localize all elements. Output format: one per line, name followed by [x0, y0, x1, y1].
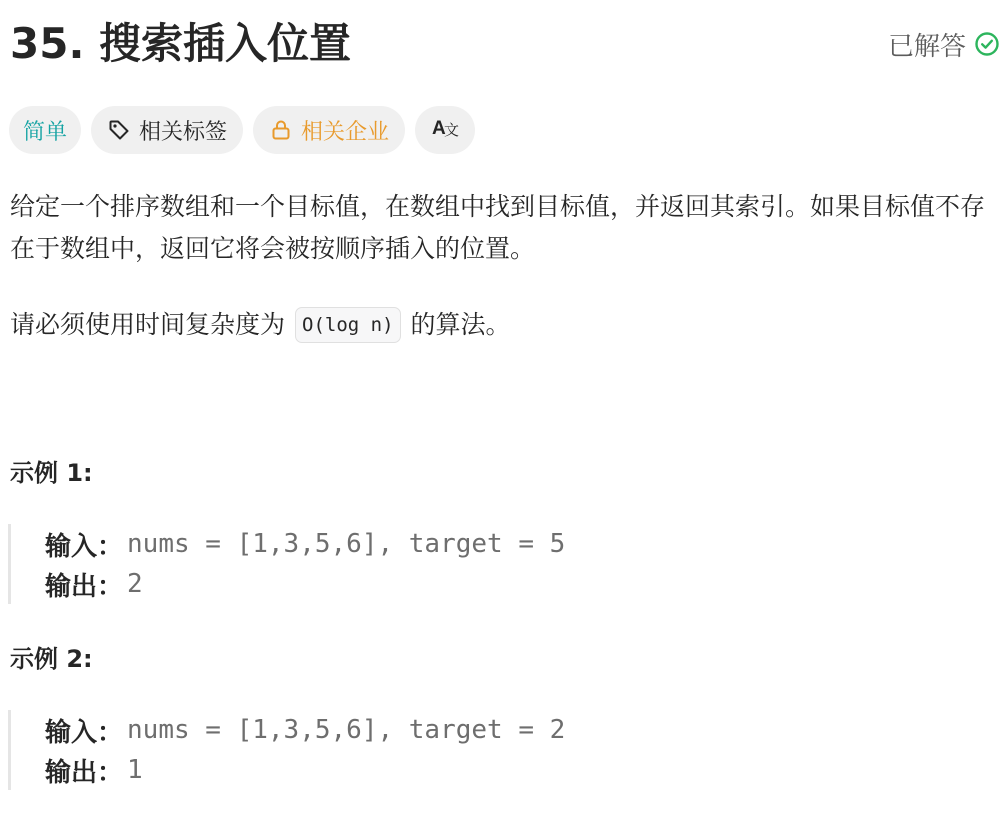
problem-description [10, 186, 998, 270]
example-1-input [45, 524, 998, 564]
example-1-input-value: nums = [1,3,5,6], target = 5 [127, 529, 566, 559]
example-1-block [8, 524, 998, 604]
example-2-output-value: 1 [127, 755, 143, 785]
complexity-code: O(log n) [295, 307, 401, 343]
difficulty-badge[interactable] [9, 106, 81, 154]
example-1-output-value: 2 [127, 569, 143, 599]
description-paragraph: 给定一个排序数组和一个目标值，在数组中找到目标值，并返回其索引。如果目标值不存在于数组中，返回它将会被按顺序插入的位置。 [10, 192, 986, 263]
translate-icon [431, 114, 459, 146]
example-1-heading: 示例 1: [10, 459, 93, 487]
example-2-output [45, 750, 998, 790]
example-1-output-label: 输出： [45, 571, 124, 602]
difficulty-label: 简单 [23, 119, 68, 145]
example-2-input-value: nums = [1,3,5,6], target = 2 [127, 715, 566, 745]
complexity-text-after: 的算法。 [410, 310, 511, 339]
check-circle-icon [974, 31, 1000, 57]
related-companies-button[interactable] [253, 106, 405, 154]
solved-status [888, 24, 1000, 64]
title-row [10, 14, 1000, 74]
complexity-text-before: 请必须使用时间复杂度为 [10, 310, 286, 339]
page-title[interactable]: 35. 搜索插入位置 [10, 19, 352, 68]
related-tags-label: 相关标签 [139, 119, 228, 145]
svg-text:文: 文 [444, 123, 460, 139]
example-2-input [45, 710, 998, 750]
example-2-heading: 示例 2: [10, 645, 93, 673]
translate-button[interactable] [415, 106, 475, 154]
example-1-output [45, 564, 998, 604]
example-2-output-label: 输出： [45, 757, 124, 788]
lock-icon [269, 118, 293, 142]
related-tags-button[interactable] [91, 106, 243, 154]
tag-icon [107, 118, 131, 142]
example-2-input-label: 输入： [45, 717, 124, 748]
svg-text:A: A [432, 118, 446, 139]
example-1-input-label: 输入： [45, 531, 124, 562]
tags-row [9, 106, 475, 154]
related-companies-label: 相关企业 [301, 119, 390, 145]
solved-status-label: 已解答 [887, 31, 966, 62]
complexity-requirement [10, 304, 511, 346]
example-2-block [8, 710, 998, 790]
